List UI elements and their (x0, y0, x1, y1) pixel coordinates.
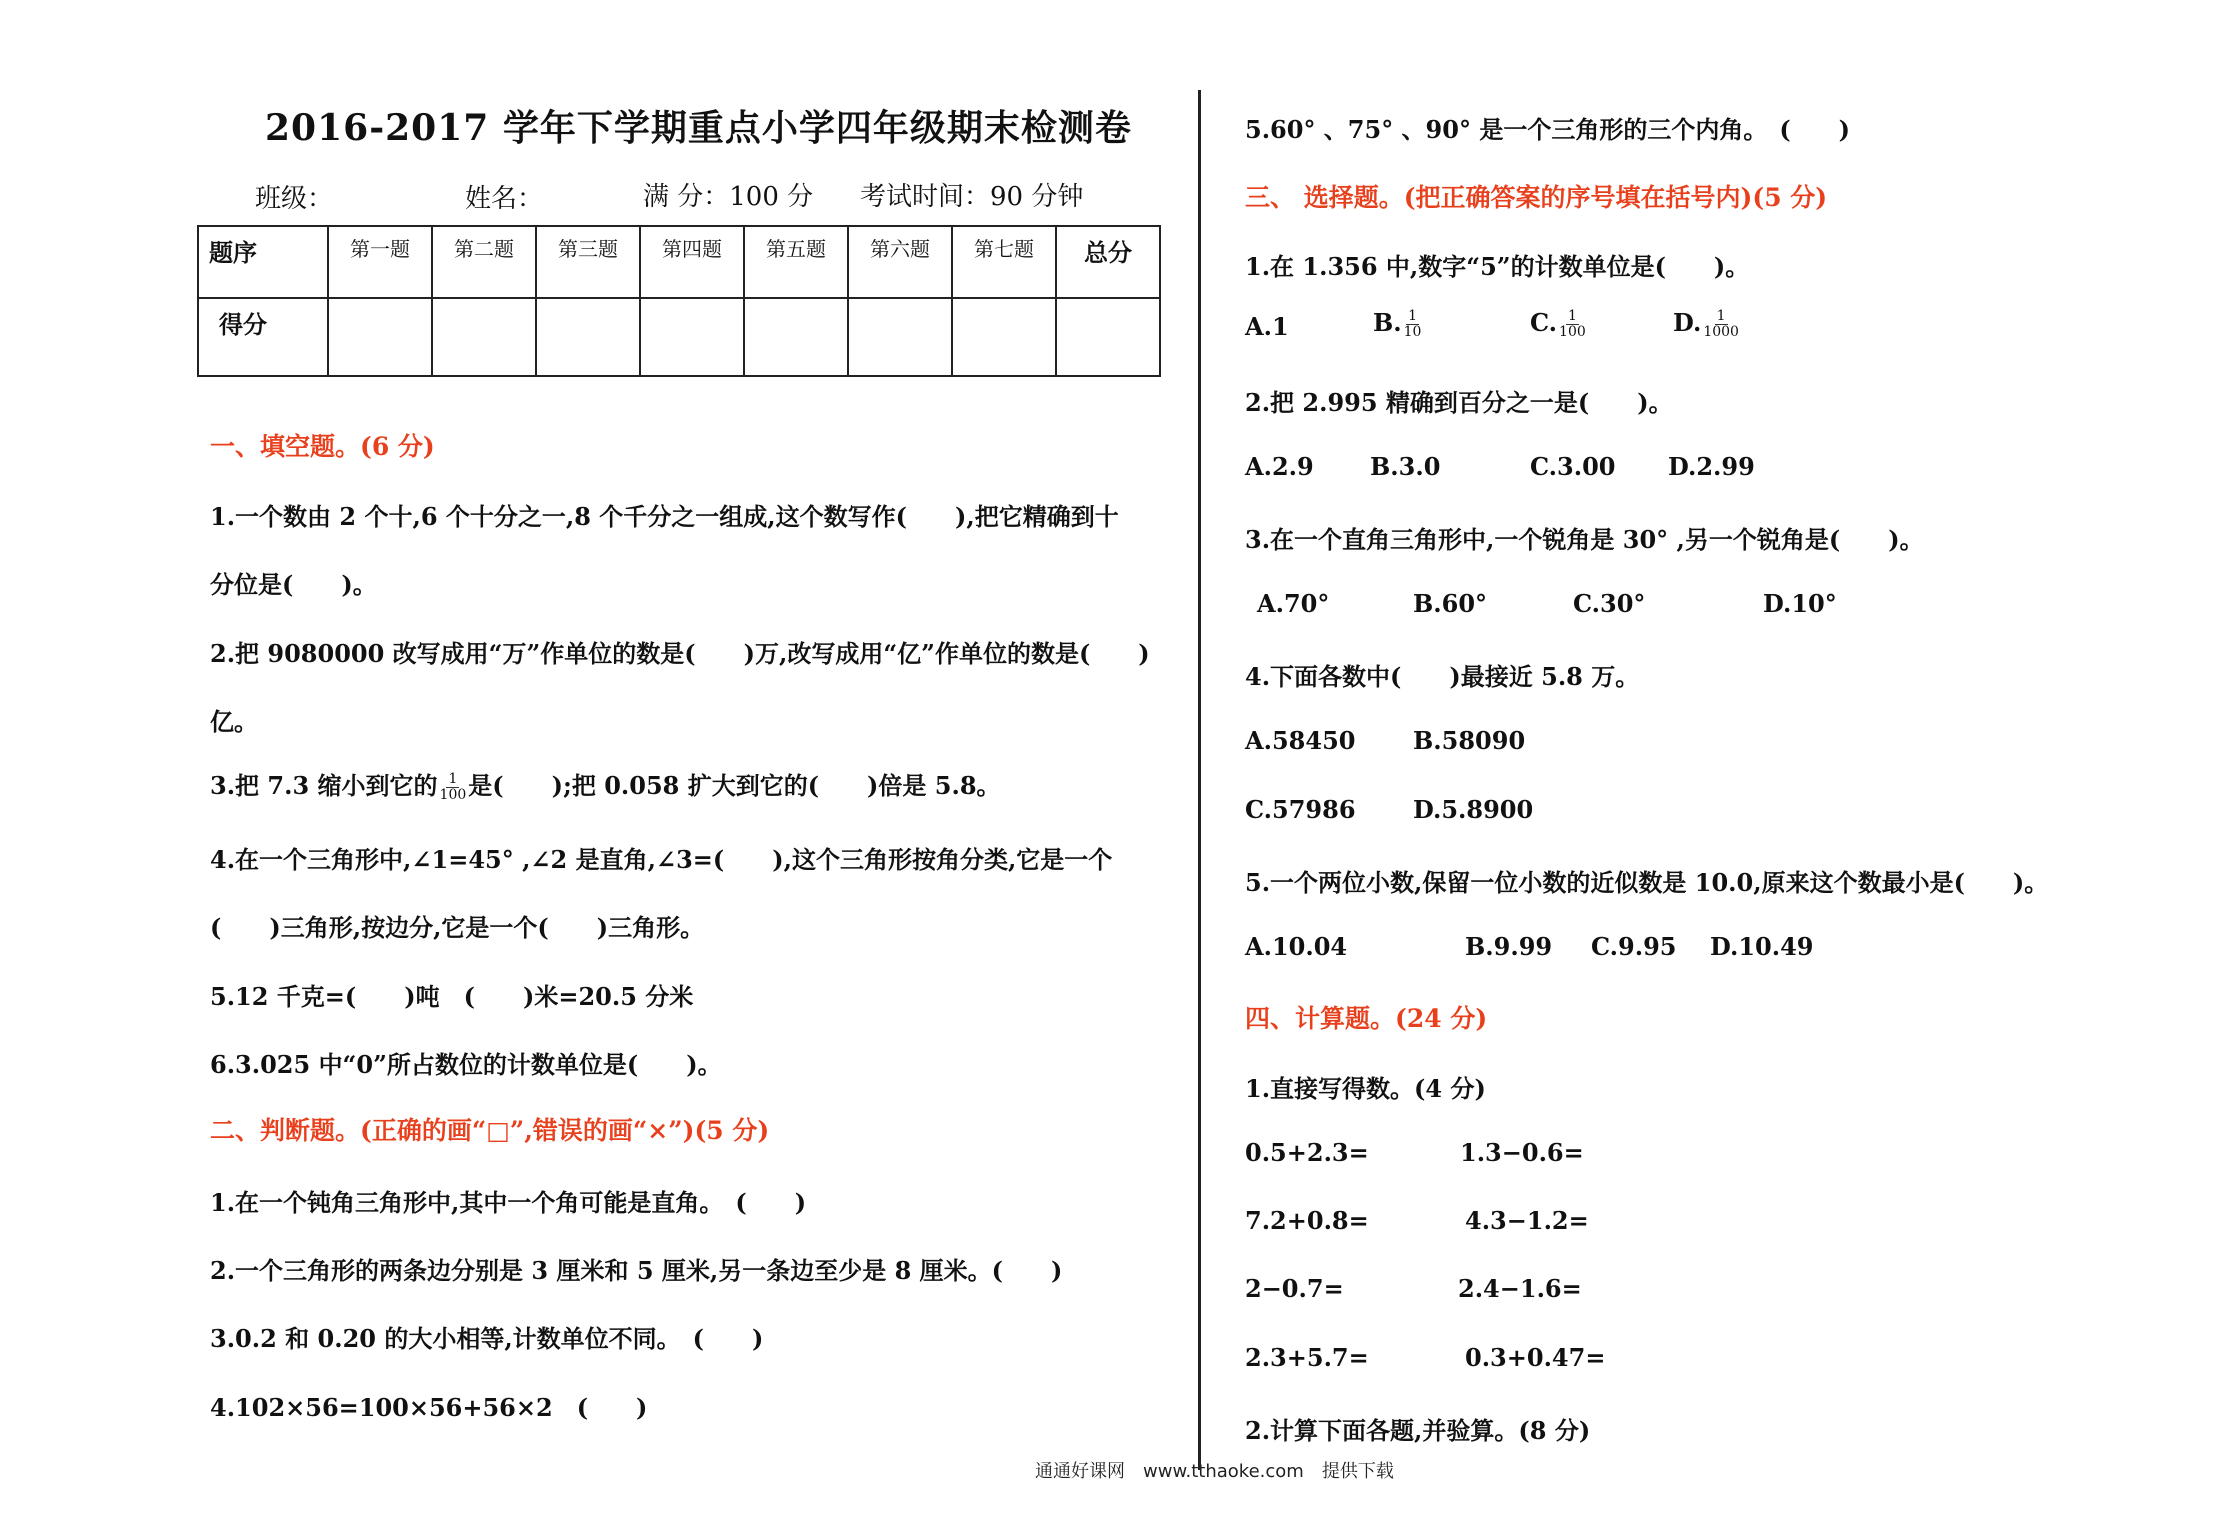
calc-item: 7.2+0.8= (1245, 1206, 1369, 1235)
question-text: 2.一个三角形的两条边分别是 3 厘米和 5 厘米,另一条边至少是 8 厘米。( ) (210, 1256, 1063, 1285)
score-header-cell: 总分 (1056, 226, 1160, 298)
score-header-cell: 第三题 (536, 226, 640, 298)
option: A.10.04 (1245, 932, 1348, 961)
score-header-cell: 第五题 (744, 226, 848, 298)
question-text: 亿。 (210, 707, 258, 736)
option: C.57986 (1245, 795, 1356, 824)
name-label: 姓名： (465, 184, 544, 214)
score-row-label: 得分 (198, 298, 328, 376)
score-table-header-row (198, 226, 1160, 298)
fraction: $\frac{1}{10}$ (1403, 308, 1422, 340)
question-text: 2.把 2.995 精确到百分之一是( )。 (1245, 388, 1673, 417)
question-text: 4.下面各数中( )最接近 5.8 万。 (1245, 662, 1640, 691)
class-label: 班级： (255, 184, 334, 214)
section3-title: 三、 选择题。(把正确答案的序号填在括号内)(5 分) (1245, 183, 1828, 212)
exam-time: 考试时间：90 分钟 (860, 182, 1084, 212)
score-cell[interactable] (328, 298, 432, 376)
option: A.58450 (1245, 726, 1356, 755)
column-divider (1198, 90, 1201, 1470)
option: B.3.0 (1370, 452, 1441, 481)
question-text: 5.一个两位小数,保留一位小数的近似数是 10.0,原来这个数最小是( )。 (1245, 868, 2049, 897)
option: A.1 (1245, 312, 1289, 341)
fraction: $\frac{1}{100}$ (1559, 308, 1586, 340)
score-cell[interactable] (432, 298, 536, 376)
question-text: 4.102×56=100×56+56×2 ( ) (210, 1393, 648, 1422)
score-cell[interactable] (640, 298, 744, 376)
score-cell[interactable] (848, 298, 952, 376)
score-header-cell: 题序 (198, 226, 328, 298)
option: B.58090 (1413, 726, 1526, 755)
calc-item: 2.4−1.6= (1458, 1274, 1582, 1303)
option: B. $\frac{1}{10}$ (1373, 308, 1422, 340)
page-title: 2016-2017 学年下学期重点小学四年级期末检测卷 (265, 107, 1132, 149)
score-header-cell: 第四题 (640, 226, 744, 298)
score-table-score-row (198, 298, 1160, 376)
option: C. $\frac{1}{100}$ (1530, 308, 1586, 340)
footer-credit: 通通好课网 www.tthaoke.com 提供下载 (1035, 1461, 1394, 1482)
option: A.2.9 (1245, 452, 1314, 481)
score-header-cell: 第七题 (952, 226, 1056, 298)
question-text: 3.0.2 和 0.20 的大小相等,计数单位不同。 ( ) (210, 1324, 764, 1353)
question-text: 6.3.025 中“0”所占数位的计数单位是( )。 (210, 1050, 722, 1079)
question-text: 3.把 7.3 缩小到它的 $\frac{1}{100}$ 是( );把 0.058 扩大到它的( )倍是 5.8。 (210, 771, 1001, 803)
question-text: 1.一个数由 2 个十,6 个十分之一,8 个千分之一组成,这个数写作( ),把它精确到十 (210, 502, 1119, 531)
option: C.30° (1573, 589, 1646, 618)
question-text: 1.在一个钝角三角形中,其中一个角可能是直角。 ( ) (210, 1188, 807, 1217)
score-header-cell: 第二题 (432, 226, 536, 298)
section4-title: 四、计算题。(24 分) (1245, 1004, 1488, 1033)
calc-item: 0.5+2.3= (1245, 1138, 1369, 1167)
option: B.60° (1413, 589, 1488, 618)
option: D.10° (1763, 589, 1837, 618)
question-text: 4.在一个三角形中,∠1=45° ,∠2 是直角,∠3=( ),这个三角形按角分类,它是一个 (210, 845, 1113, 874)
score-header-cell: 第六题 (848, 226, 952, 298)
question-text: ( )三角形,按边分,它是一个( )三角形。 (210, 913, 705, 942)
question-text: 2.把 9080000 改写成用“万”作单位的数是( )万,改写成用“亿”作单位的数是( ) (210, 639, 1150, 668)
option: D.10.49 (1710, 932, 1814, 961)
option: D. $\frac{1}{1000}$ (1673, 308, 1739, 340)
question-text: 5.12 千克=( )吨 ( )米=20.5 分米 (210, 982, 694, 1011)
option: A.70° (1257, 589, 1330, 618)
score-table (197, 225, 1161, 377)
calc-item: 0.3+0.47= (1465, 1343, 1606, 1372)
option: D.2.99 (1668, 452, 1755, 481)
full-score: 满 分：100 分 (643, 182, 814, 212)
option: B.9.99 (1465, 932, 1553, 961)
question-text: 3.在一个直角三角形中,一个锐角是 30° ,另一个锐角是( )。 (1245, 525, 1924, 554)
score-header-cell: 第一题 (328, 226, 432, 298)
section1-title: 一、填空题。(6 分) (210, 432, 435, 461)
score-cell[interactable] (952, 298, 1056, 376)
question-text: 分位是( )。 (210, 570, 377, 599)
question-text: 1.直接写得数。(4 分) (1245, 1074, 1486, 1103)
question-text: 2.计算下面各题,并验算。(8 分) (1245, 1416, 1591, 1445)
calc-item: 4.3−1.2= (1465, 1206, 1589, 1235)
question-text: 1.在 1.356 中,数字“5”的计数单位是( )。 (1245, 252, 1750, 281)
score-cell[interactable] (1056, 298, 1160, 376)
option: C.9.95 (1591, 932, 1677, 961)
option: D.5.8900 (1413, 795, 1534, 824)
calc-item: 2.3+5.7= (1245, 1343, 1369, 1372)
option: C.3.00 (1530, 452, 1616, 481)
calc-item: 2−0.7= (1245, 1274, 1344, 1303)
calc-item: 1.3−0.6= (1460, 1138, 1584, 1167)
fraction: $\frac{1}{100}$ (439, 771, 467, 803)
question-text: 5.60° 、75° 、90° 是一个三角形的三个内角。 ( ) (1245, 115, 1851, 144)
score-cell[interactable] (744, 298, 848, 376)
score-cell[interactable] (536, 298, 640, 376)
fraction: $\frac{1}{1000}$ (1703, 308, 1739, 340)
section2-title: 二、判断题。(正确的画“□”,错误的画“×”)(5 分) (210, 1116, 770, 1145)
